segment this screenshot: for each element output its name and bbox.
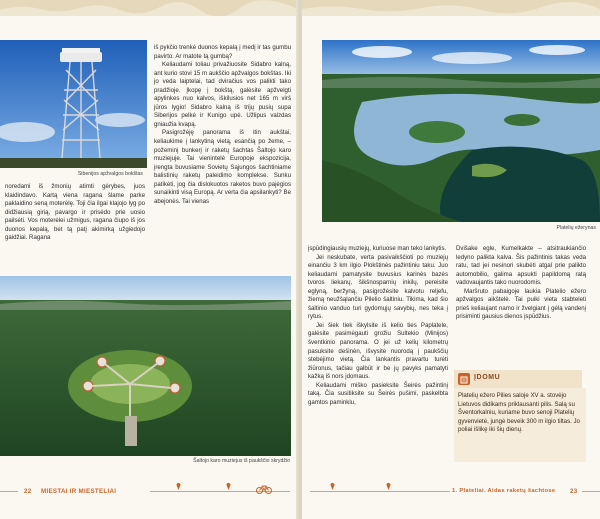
lake-photo-caption: Platelių ežerynas (556, 225, 596, 231)
info-box (454, 370, 582, 462)
museum-photo-caption: Šaltojo karo muziejus iš paukščio skrydžio (193, 458, 290, 464)
footer-rule (0, 491, 18, 492)
paragraph: Maršruto pabaigoje laukia Platelio ežero apžvalgos aikštelė. Tai puiki vieta stabteleti prieš keliaujant namo ir žvelgiant į gėlą vandenį prisiminti gausius dienos įspūdžius. (456, 287, 586, 321)
map-pin-icon (176, 482, 181, 490)
paragraph: Dvišake egle, Kumelkakte – atsitraukiančio ledyno palikta kalva. Šis pažintinis takas veda ratu, tad jei nesinori skubėti atgal prie palikto automobilio, galima apsukti papildomą ratą vadovaujantis tako nuorodomis. (456, 245, 586, 287)
paragraph: įspūdingiausių muziejų, kuriuose man teko lankytis. (308, 245, 447, 252)
tower-photo-caption: Sibenijos apžvalgos bokštas (77, 171, 143, 177)
info-box-title: ĮDOMU (474, 374, 501, 381)
bicycle-icon (256, 484, 272, 494)
top-decoration-left (0, 0, 298, 16)
left-column-a (5, 183, 145, 243)
footer-rule (310, 491, 450, 492)
right-column-a (308, 245, 448, 407)
paragraph: iš pykčio trenkė duonos kepalą į medį ir tas gumbu pavirto. Ar matote tą gumbą? (154, 44, 291, 60)
museum-aerial-photo (0, 276, 291, 456)
map-pin-icon (226, 482, 231, 490)
paragraph: Pasigrožėję panorama iš itin aukštai, keliaukime į lankytiną vietą, esančią po žeme, – požeminį bunkerį ir raketų šachtas Šaltojo karo muziejuje. Tai vienintelė Europoje ekspozicija, įrengta buvusiame Sovietų Sąjungos šachtiniame balistinių raketų paleidimo komplekse. Sunku patikėti, jog čia dislokuotos raketos buvo pajėgios sunaikinti visą Europą. Ar verta čia apsilankyti? Be abejonės. Tai vienas (154, 129, 291, 205)
paragraph: Keliaudami toliau privažiuosite Sidabro kalną, ant kurio stovi 15 m aukščio apžvalgos bokštas. Iki jo veda laiptelai, tad dviračius vos palikti tako pradžioje. Įkopę į bokštą, galėsite apžvelgti apylinkes nuo kalvos, iškilusios net 165 m virš jūros lygio! Sidabro kalną iš trijų pusių supa Siberijos pelkė ir Kunigo upė. Užlipus valzdas gniaužia kvapą. (154, 61, 291, 128)
map-pin-icon (330, 482, 335, 490)
info-box-text: Platelių ežero Pilies saloje XV a. stovėjo Lietuvos didikams priklausanti pilis. Salą su Šventorkalniu, kuriame buvo senoji Platelių gyvenvietė, jungė beveik 300 m ilgio tiltas. Jo poliai išlikę iki šių dienų. (454, 388, 586, 462)
right-page-number: 23 (570, 488, 578, 495)
left-footer-section: MIESTAI IR MIESTELIAI (41, 488, 117, 495)
top-decoration-right (302, 0, 600, 16)
right-column-b (456, 245, 586, 322)
info-badge-icon (458, 373, 470, 385)
paragraph: Jei neskubate, verta pasivaikščioti po muziejų einančiu 3 km ilgio Plokštinės pažintiniu taku. Juo keliaudami pamatysite buvusius karinės bazės tvoros liekanų, šikšnosparnių inkilų, pereisite eglyną, beržyną, pasigrožėsite kalvotu reljefu, žiemą neužšąlančiu Pilelio šaltiniu. Tikima, kad šio šaltinio vanduo turi gydomųjų savybių, nes teka į rytus. (308, 253, 448, 321)
info-box-header (454, 370, 582, 388)
paragraph: Jei šiek tiek iškylsite iš kelio ties Paplatele, galėsite pasimėgauti grožiu Sultekio (Minijos) šventkinio panorama. O jei už kelių kilometrų pasuksite dešinėn, išvysite nuorodą į paukščių stebėjimo vietą. Čia lankantis pravartu turėti žiūronus, tačiau galbūt ir be jų pavyks pamatyti kažką iš nors įdomaus. (308, 321, 448, 381)
tower-photo (0, 40, 147, 168)
map-pin-icon (386, 482, 391, 490)
left-page-number: 22 (24, 488, 32, 495)
paragraph: noredami iš žmonių atimti gėrybes, juos klaidindavo. Kartą viena ragana šlame parke paklaidino seną moterėlę. Toji čia ilgai klajojo lyg po didžiausią girią, pavargo ir prisėdo prie uosio pailsėti. Vos moterėlei užmigus, ragana čiupo iš jos duonos kepalą, bet tą patį akimirką užgiedojo gaidžiai. Ragana (5, 183, 145, 242)
lake-landscape-photo (322, 40, 600, 222)
right-footer-route: 1. Plateliai. Aidas raketų šachtose (452, 488, 556, 494)
left-column-b (154, 44, 291, 206)
paragraph: Keliaudami miško pasieksite Šeirės pažintinį taką. Čia susitiksite su Šeirės pušimi, paskelbta gamtos paminklu, (308, 381, 448, 406)
footer-rule (582, 491, 600, 492)
